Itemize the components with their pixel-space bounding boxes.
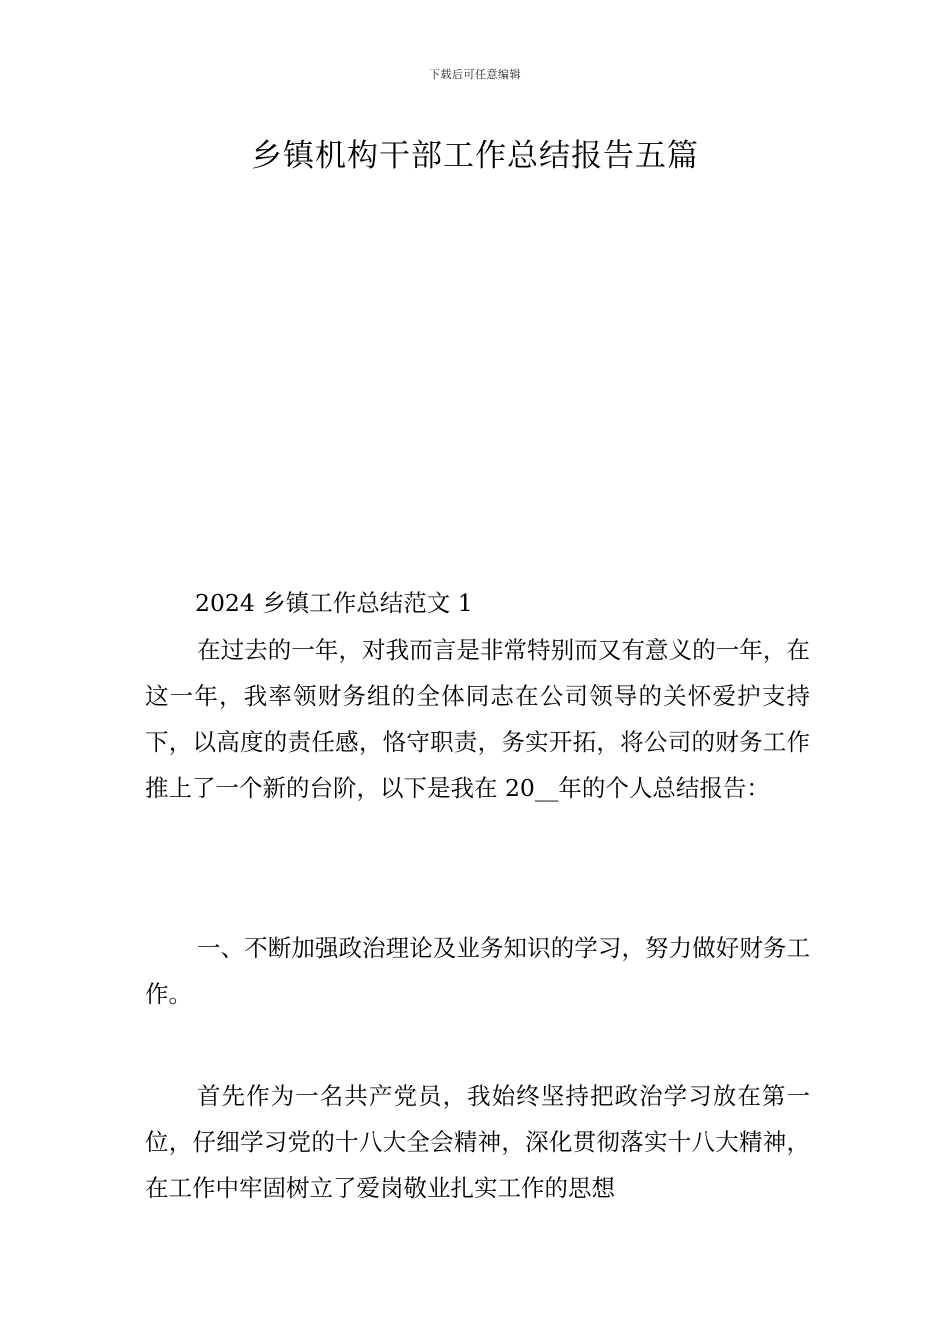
paragraph-text: 一、不断加强政治理论及业务知识的学习，努力做好财务工作。 [145, 934, 810, 1008]
document-title: 乡镇机构干部工作总结报告五篇 [251, 138, 699, 174]
paragraph [145, 627, 810, 811]
paragraph [145, 1073, 810, 1211]
header-note: 下载后可任意编辑 [429, 68, 521, 81]
section-heading: 2024 乡镇工作总结范文 1 [195, 589, 473, 617]
paragraph-text: 在过去的一年，对我而言是非常特别而又有意义的一年，在这一年，我率领财务组的全体同志在公司领导的关怀爱护支持下，以高度的责任感，恪守职责，务实开拓，将公司的财务工作推上了一个新的台阶，以下是我在 20__年的个人总结报告： [145, 636, 810, 802]
paragraph [145, 925, 810, 1017]
paragraph-text: 首先作为一名共产党员，我始终坚持把政治学习放在第一位，仔细学习党的十八大全会精神，深化贯彻落实十八大精神，在工作中牢固树立了爱岗敬业扎实工作的思想 [145, 1082, 810, 1202]
